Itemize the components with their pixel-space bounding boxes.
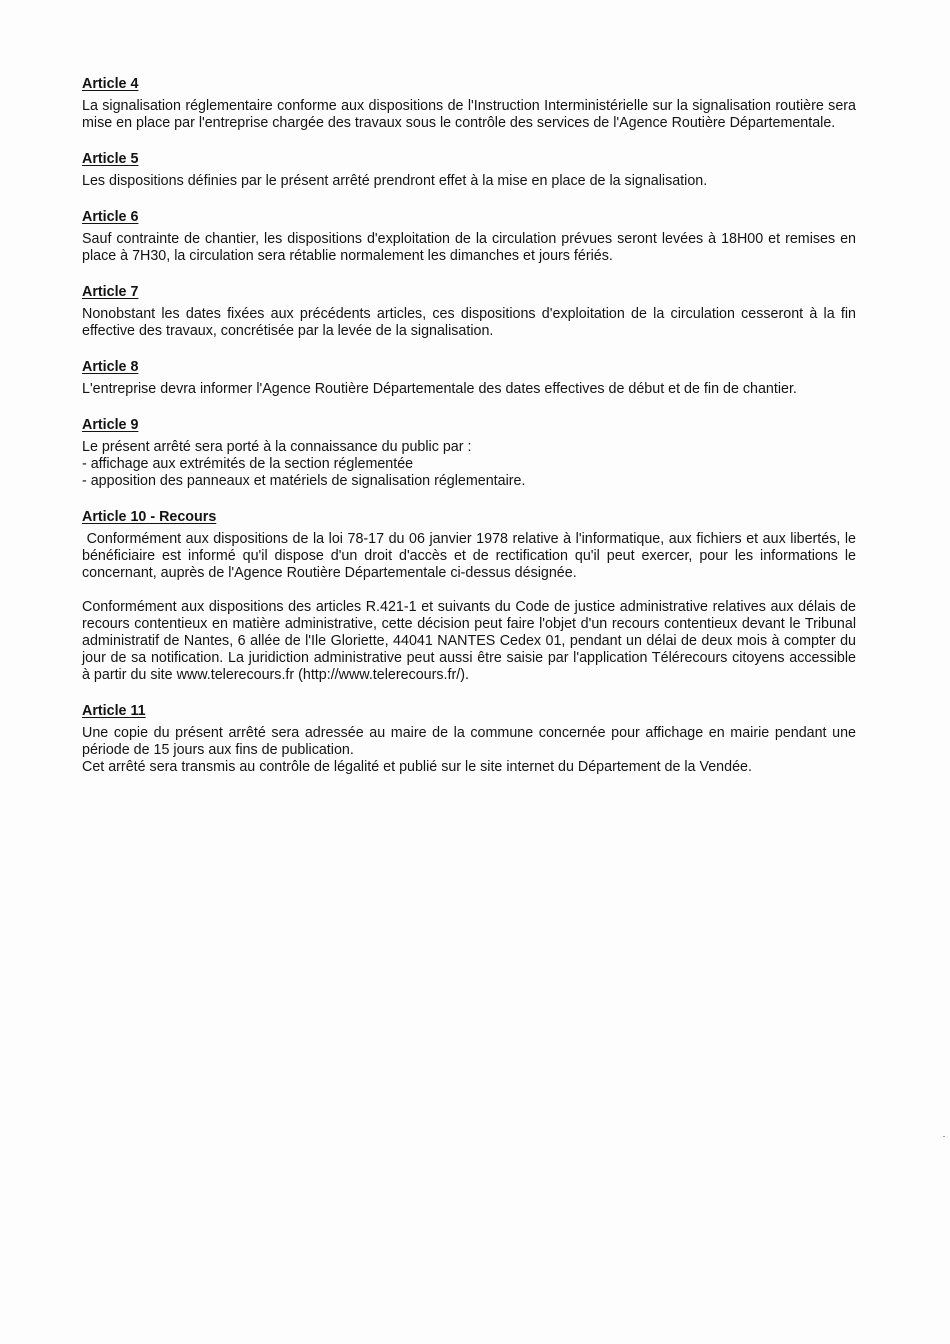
article-paragraph: Conformément aux dispositions de la loi 78-17 du 06 janvier 1978 relative à l'informatique, aux fichiers et aux libertés, le bénéficiaire est informé qu'il dispose d'un droit d'accès et de rectification qu'il peut exercer, pour les informations le concernant, auprès de l'Agence Routière Départementale ci-dessus désignée. (82, 531, 860, 581)
list-item: - affichage aux extrémités de la section réglementée (82, 456, 414, 472)
article-heading: Article 4 (82, 76, 139, 92)
article-heading: Article 7 (82, 284, 139, 300)
article-4 (82, 76, 856, 132)
article-paragraph: Une copie du présent arrêté sera adressée au maire de la commune concernée pour affichage en mairie pendant une période de 15 jours aux fins de publication. (82, 725, 856, 758)
article-intro: Le présent arrêté sera porté à la connaissance du public par : (82, 439, 472, 455)
article-10-recours (82, 509, 860, 684)
article-paragraph: Nonobstant les dates fixées aux précédents articles, ces dispositions d'exploitation de la circulation cesseront à la fin effective des travaux, concrétisée par la levée de la signalisation. (82, 306, 856, 339)
article-paragraph: Cet arrêté sera transmis au contrôle de légalité et publié sur le site internet du Département de la Vendée. (82, 759, 752, 775)
article-6 (82, 209, 856, 265)
article-heading: Article 9 (82, 417, 139, 433)
article-paragraph: Les dispositions définies par le présent arrêté prendront effet à la mise en place de la signalisation. (82, 173, 708, 189)
document-body (82, 76, 860, 795)
article-7 (82, 284, 856, 340)
article-9 (82, 417, 856, 490)
article-11 (82, 703, 856, 776)
article-heading: Article 10 - Recours (82, 509, 217, 525)
article-paragraph: L'entreprise devra informer l'Agence Routière Départementale des dates effectives de début et de fin de chantier. (82, 381, 797, 397)
article-paragraph: Conformément aux dispositions des articles R.421-1 et suivants du Code de justice administrative relatives aux délais de recours contentieux en matière administrative, cette décision peut faire l'objet d'un recours contentieux devant le Tribunal administratif de Nantes, 6 allée de l'Ile Gloriette, 44041 NANTES Cedex 01, pendant un délai de deux mois à compter du jour de sa notification. La juridiction administrative peut aussi être saisie par l'application Télérecours citoyens accessible à partir du site www.telerecours.fr (http://www.telerecours.fr/). (82, 599, 856, 683)
article-heading: Article 11 (82, 703, 146, 719)
article-heading: Article 5 (82, 151, 139, 167)
article-paragraph: La signalisation réglementaire conforme aux dispositions de l'Instruction Interministérielle sur la signalisation routière sera mise en place par l'entreprise chargée des travaux sous le contrôle des services de l'Agence Routière Départementale. (82, 98, 856, 131)
article-heading: Article 8 (82, 359, 139, 375)
article-5 (82, 151, 856, 190)
article-paragraph: Sauf contrainte de chantier, les dispositions d'exploitation de la circulation prévues seront levées à 18H00 et remises en place à 7H30, la circulation sera rétablie normalement les dimanches et jours fériés. (82, 231, 856, 264)
article-8 (82, 359, 856, 398)
article-heading: Article 6 (82, 209, 139, 225)
scan-speck (943, 1136, 945, 1137)
list-item: - apposition des panneaux et matériels de signalisation réglementaire. (82, 473, 526, 489)
publicity-list (82, 456, 856, 490)
